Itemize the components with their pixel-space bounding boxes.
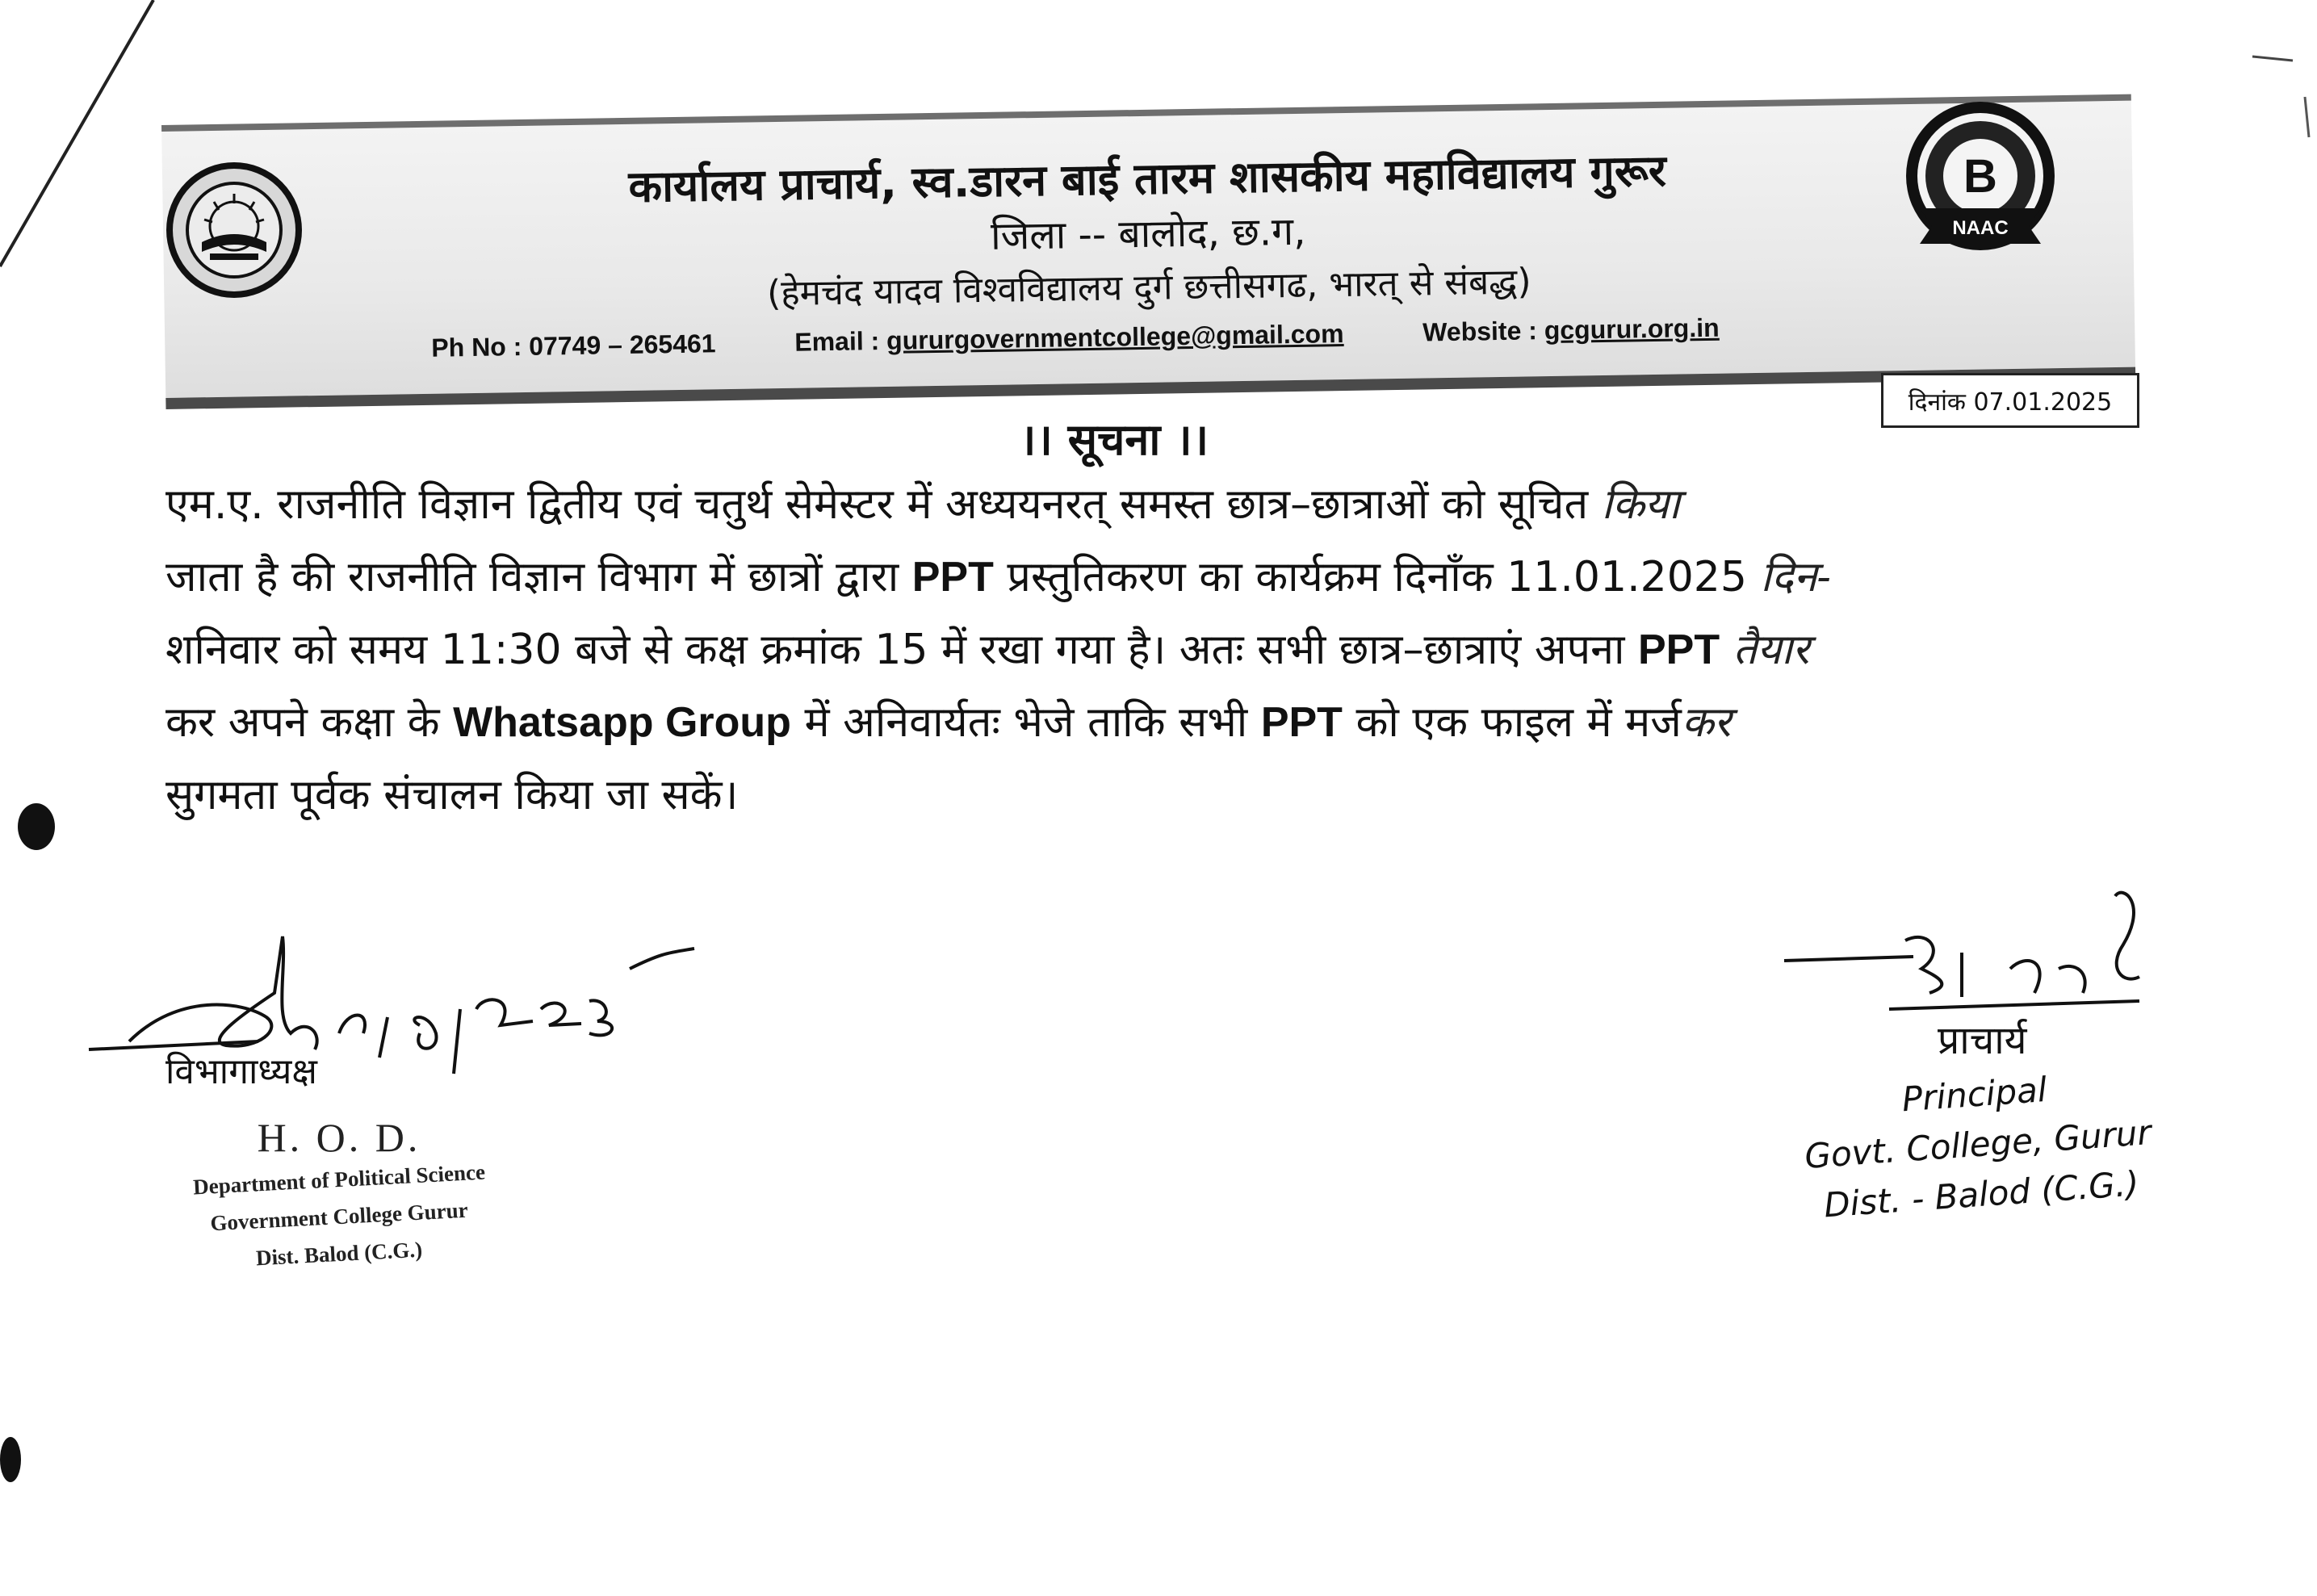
college-affiliation: (हेमचंद यादव विश्वविद्यालय दुर्ग छत्तीसगढ, भारत् से संबद्ध) bbox=[766, 261, 1531, 315]
ppt-keyword: PPT bbox=[1260, 699, 1343, 746]
website-label: Website : bbox=[1422, 316, 1538, 347]
handwritten-correction: किया bbox=[1601, 480, 1680, 529]
notice-body bbox=[166, 468, 2232, 832]
contact-line bbox=[431, 313, 1720, 363]
body-text: जाता है की राजनीति विज्ञान विभाग में छात्रों द्वारा bbox=[166, 553, 899, 601]
handwritten-correction: कर bbox=[1681, 698, 1732, 747]
hod-role: विभागाध्यक्ष bbox=[166, 1051, 317, 1092]
body-line-3 bbox=[166, 614, 2232, 686]
handwritten-correction: तैयार bbox=[1733, 626, 1810, 674]
hod-stamp-title: H. O. D. bbox=[257, 1115, 421, 1160]
college-seal-icon bbox=[166, 161, 303, 299]
body-text: प्रस्तुतिकरण का कार्यक्रम दिनाँक 11.01.2025 bbox=[1007, 553, 1747, 601]
letterhead bbox=[161, 94, 2135, 409]
date-box: दिनांक 07.01.2025 bbox=[1881, 373, 2139, 428]
body-line-1 bbox=[166, 468, 2232, 541]
website-link[interactable]: gcgurur.org.in bbox=[1544, 312, 1720, 346]
phone-number: 07749 – 265461 bbox=[528, 329, 716, 361]
email-label: Email : bbox=[794, 326, 880, 357]
handwritten-correction: दिन- bbox=[1760, 553, 1831, 601]
body-text: को एक फाइल में मर्ज bbox=[1355, 698, 1682, 747]
hod-stamp bbox=[161, 1114, 517, 1272]
ppt-keyword: PPT bbox=[911, 554, 994, 601]
naac-seal-icon bbox=[1896, 95, 2065, 265]
email-link[interactable]: gururgovernmentcollege@gmail.com bbox=[886, 319, 1344, 355]
college-title: कार्यालय प्राचार्य, स्व.डारन बाई तारम शासकीय महाविद्यालय गुरूर bbox=[628, 145, 1667, 212]
punch-hole bbox=[0, 1437, 21, 1482]
principal-stamp-college: Govt. College, Gurur bbox=[1803, 1112, 2153, 1176]
punch-hole bbox=[18, 803, 55, 850]
hod-stamp-dept: Department of Political Science bbox=[192, 1159, 486, 1200]
hod-signed-date: 09|01|2025 bbox=[460, 1017, 465, 1018]
naac-label: NAAC bbox=[1952, 217, 2009, 239]
body-text: शनिवार को समय 11:30 बजे से कक्ष क्रमांक 15 में रखा गया है। अतः सभी छात्र–छात्राएं अपना bbox=[166, 626, 1625, 674]
principal-role: प्राचार्य bbox=[1938, 1018, 2027, 1063]
hod-stamp-college: Government College Gurur bbox=[209, 1197, 469, 1236]
principal-stamp-district: Dist. - Balod (C.G.) bbox=[1822, 1163, 2140, 1225]
body-text: कर अपने कक्षा के bbox=[166, 698, 440, 747]
college-district: जिला -- बालोद, छ.ग, bbox=[990, 208, 1306, 259]
hod-stamp-district: Dist. Balod (C.G.) bbox=[255, 1237, 423, 1271]
body-text: में अनिवार्यतः भेजे ताकि सभी bbox=[804, 698, 1248, 747]
naac-grade: B bbox=[1963, 150, 1997, 203]
body-line-4 bbox=[166, 686, 2232, 759]
principal-stamp-title: Principal bbox=[1900, 1069, 2048, 1120]
body-line-5: सुगमता पूर्वक संचालन किया जा सकें। bbox=[166, 771, 739, 819]
ppt-keyword: PPT bbox=[1637, 626, 1720, 673]
principal-stamp bbox=[1755, 1054, 2201, 1234]
whatsapp-group-keyword: Whatsapp Group bbox=[453, 699, 791, 746]
notice-heading: ।। सूचना ।। bbox=[1019, 414, 1209, 465]
body-text: एम.ए. राजनीति विज्ञान द्वितीय एवं चतुर्थ सेमेस्टर में अध्ययनरत् समस्त छात्र–छात्राओं को सूचित bbox=[166, 480, 1589, 529]
body-line-2 bbox=[166, 541, 2232, 614]
phone-label: Ph No : bbox=[431, 332, 522, 362]
